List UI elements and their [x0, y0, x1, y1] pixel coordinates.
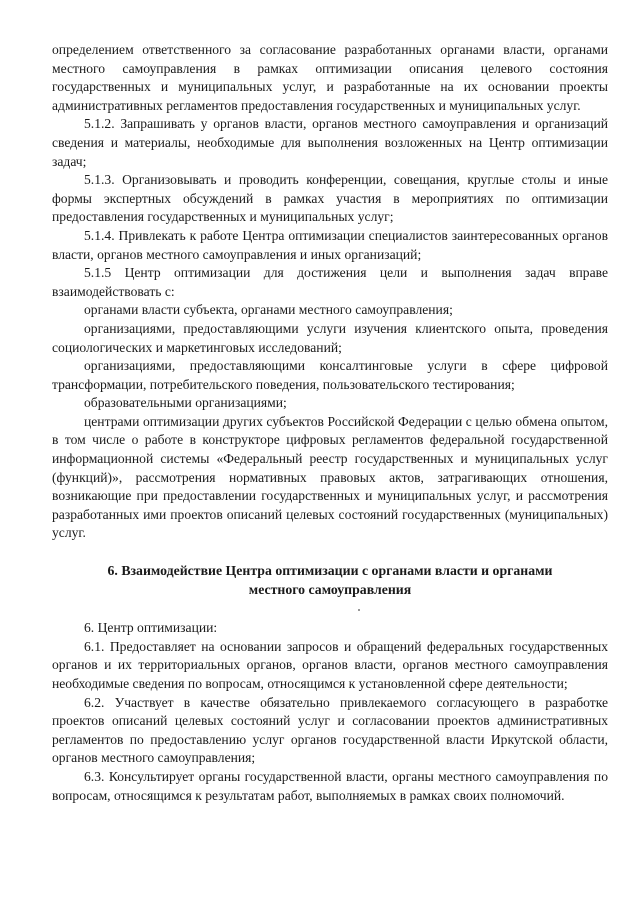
paragraph-5-1-2: 5.1.2. Запрашивать у органов власти, органов местного самоуправления и организаций сведения и материалы, необходимые для выполнения возложенных на Центр оптимизации задач;: [52, 116, 608, 169]
paragraph-list-2: организациями, предоставляющими услуги изучения клиентского опыта, проведения социологических и маркетинговых исследований;: [52, 320, 608, 355]
paragraph-6-2: 6.2. Участвует в качестве обязательно привлекаемого согласующего в разработке проектов описаний целевых состояний услуг и согласовании проектов административных регламентов по предоставлению услуг органов государственной власти Иркутской области, органов местного самоуправления;: [52, 694, 608, 766]
paragraph-5-1-4: 5.1.4. Привлекать к работе Центра оптимизации специалистов заинтересованных органов власти, органов местного самоуправления и иных организаций;: [52, 227, 608, 262]
section-6-heading: 6. Взаимодействие Центра оптимизации с органами власти и органами местного самоуправления: [107, 563, 553, 597]
paragraph-list-4: образовательными организациями;: [84, 395, 287, 411]
paragraph-list-5: центрами оптимизации других субъектов Российской Федерации с целью обмена опытом, в том числе о работе в конструкторе цифровых регламентов федеральной государственной информационной системы «Федеральный реестр государственных и муниципальных услуг (функций)», рассмотрения нормативных правовых актов, затрагивающих отношения, возникающие при предоставлении государственных и муниципальных услуг, и рассмотрения разработанных ими проектов описаний целевых состояний государственных (муниципальных) услуг.: [52, 413, 608, 541]
section-6-body: [52, 619, 608, 805]
paragraph-5-1-3: 5.1.3. Организовывать и проводить конференции, совещания, круглые столы и иные формы экспертных обсуждений в рамках участия в мероприятиях по оптимизации предоставления государственных и муниципальных услуг;: [52, 172, 608, 225]
paragraph-5-1-5: 5.1.5 Центр оптимизации для достижения цели и выполнения задач вправе взаимодействовать с:: [52, 265, 608, 299]
paragraph-6-1: 6.1. Предоставляет на основании запросов и обращений федеральных государственных органов и их территориальных органов, органов власти, органов местного самоуправления необходимые сведения по вопросам, относящимся к установленной сфере деятельности;: [52, 638, 608, 691]
document-body: [52, 41, 608, 805]
section-5-continuation: [52, 41, 608, 543]
paragraph-cont: определением ответственного за согласование разработанных органами власти, органами местного самоуправления в рамках оптимизации описания целевого состояния государственных и муниципальных услуг, и разработанные на их основании проекты административных регламентов предоставления государственных и муниципальных услуг.: [52, 42, 608, 113]
paragraph-list-1: органами власти субъекта, органами местного самоуправления;: [84, 302, 453, 318]
scan-speck: [358, 609, 360, 611]
paragraph-6-3: 6.3. Консультирует органы государственной власти, органы местного самоуправления по вопросам, относящимся к результатам работ, выполняемых в рамках своих полномочий.: [52, 768, 608, 803]
paragraph-6: 6. Центр оптимизации:: [84, 620, 218, 636]
paragraph-list-3: организациями, предоставляющими консалтинговые услуги в сфере цифровой трансформации, потребительского поведения, пользовательского тестирования;: [52, 358, 608, 392]
